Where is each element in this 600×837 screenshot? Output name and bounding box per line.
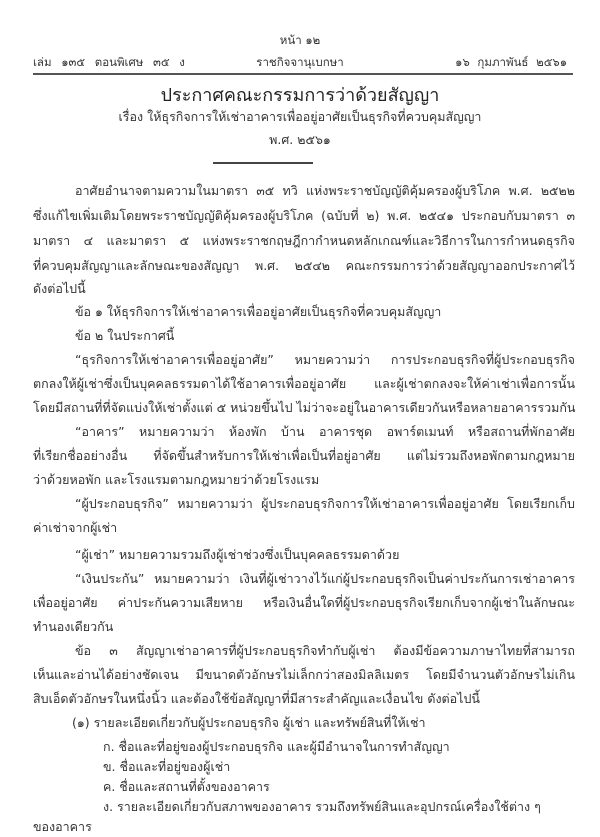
definition-line: “ธุรกิจการให้เช่าอาคารเพื่ออยู่อาศัย” หมายความว่า การประกอบธุรกิจที่ผู้ประกอบธุรกิจ (75, 352, 575, 367)
definition-line: “เงินประกัน” หมายความว่า เงินที่ผู้เช่าวางไว้แก่ผู้ประกอบธุรกิจเป็นค่าประกันการเช่าอาคาร (75, 571, 575, 586)
body-line: ที่ควบคุมสัญญาและลักษณะของสัญญา พ.ศ. ๒๕๔๒ คณะกรรมการว่าด้วยสัญญาออกประกาศไว้ (33, 258, 575, 273)
header-divider (33, 73, 573, 75)
sub-item-ko: ก. ชื่อและที่อยู่ของผู้ประกอบธุรกิจ และผู้มีอำนาจในการทำสัญญา (103, 739, 450, 754)
body-line: โดยมีสถานที่ที่จัดแบ่งให้เช่าตั้งแต่ ๕ หน่วยขึ้นไป ไม่ว่าจะอยู่ในอาคารเดียวกันหรือหลายอาคารรวมกัน (33, 400, 576, 415)
body-line: ซึ่งแก้ไขเพิ่มเติมโดยพระราชบัญญัติคุ้มครองผู้บริโภค (ฉบับที่ ๒) พ.ศ. ๒๕๔๑ ประกอบกับมาตรา ๓ (33, 208, 575, 223)
gazette-name: ราชกิจจานุเบกษา (256, 55, 344, 69)
document-year: พ.ศ. ๒๕๖๑ (269, 132, 331, 147)
document-title: ประกาศคณะกรรมการว่าด้วยสัญญา (160, 85, 440, 106)
clause-3: ข้อ ๓ สัญญาเช่าอาคารที่ผู้ประกอบธุรกิจทำกับผู้เช่า ต้องมีข้อความภาษาไทยที่สามารถ (75, 643, 575, 658)
body-line: ทำนองเดียวกัน (33, 619, 114, 634)
clause-1: ข้อ ๑ ให้ธุรกิจการให้เช่าอาคารเพื่ออยู่อาศัยเป็นธุรกิจที่ควบคุมสัญญา (75, 304, 442, 319)
volume-info: เล่ม ๑๓๕ ตอนพิเศษ ๓๕ ง (33, 55, 185, 69)
sub-item-1: (๑) รายละเอียดเกี่ยวกับผู้ประกอบธุรกิจ ผู้เช่า และทรัพย์สินที่ให้เช่า (72, 715, 426, 730)
document-subject: เรื่อง ให้ธุรกิจการให้เช่าอาคารเพื่ออยู่อาศัยเป็นธุรกิจที่ควบคุมสัญญา (118, 109, 482, 124)
body-line: ที่เรียกชื่ออย่างอื่น ที่จัดขึ้นสำหรับการให้เช่าเพื่อเป็นที่อยู่อาศัย แต่ไม่รวมถึงหอพักตามกฎหมาย (33, 448, 575, 463)
body-line: อาศัยอำนาจตามความในมาตรา ๓๕ ทวิ แห่งพระราชบัญญัติคุ้มครองผู้บริโภค พ.ศ. ๒๕๒๒ (75, 183, 575, 198)
publication-date: ๑๖ กุมภาพันธ์ ๒๕๖๑ (455, 55, 567, 69)
definition-line: “ผู้เช่า” หมายความรวมถึงผู้เช่าช่วงซึ่งเป็นบุคคลธรรมดาด้วย (75, 547, 400, 562)
sub-item-kho-khwai: ค. ชื่อและสถานที่ตั้งของอาคาร (103, 779, 270, 794)
body-line: สิบเอ็ดตัวอักษรในหนึ่งนิ้ว และต้องใช้ข้อสัญญาที่มีสาระสำคัญและเงื่อนไข ดังต่อไปนี้ (33, 691, 480, 706)
body-line: ดังต่อไปนี้ (33, 281, 86, 296)
body-line: มาตรา ๔ และมาตรา ๕ แห่งพระราชกฤษฎีกากำหนดหลักเกณฑ์และวิธีการในการกำหนดธุรกิจ (33, 233, 575, 248)
title-divider (213, 162, 313, 164)
page-number: หน้า ๑๒ (279, 33, 321, 47)
body-line: เห็นและอ่านได้อย่างชัดเจน มีขนาดตัวอักษรไม่เล็กกว่าสองมิลลิเมตร โดยมีจำนวนตัวอักษรไม่เกิน (33, 667, 575, 682)
body-line: ของอาคาร (33, 819, 92, 834)
body-line: เพื่ออยู่อาศัย ค่าประกันความเสียหาย หรือเงินอื่นใดที่ผู้ประกอบธุรกิจเรียกเก็บจากผู้เช่าในลักษณะ (33, 595, 575, 610)
sub-item-ngo: ง. รายละเอียดเกี่ยวกับสภาพของอาคาร รวมถึงทรัพย์สินและอุปกรณ์เครื่องใช้ต่าง ๆ (103, 799, 541, 814)
body-line: ว่าด้วยหอพัก และโรงแรมตามกฎหมายว่าด้วยโรงแรม (33, 472, 320, 487)
definition-line: “อาคาร” หมายความว่า ห้องพัก บ้าน อาคารชุด อพาร์ตเมนท์ หรือสถานที่พักอาศัย (75, 424, 575, 439)
clause-2: ข้อ ๒ ในประกาศนี้ (75, 328, 175, 343)
definition-line: “ผู้ประกอบธุรกิจ” หมายความว่า ผู้ประกอบธุรกิจการให้เช่าอาคารเพื่ออยู่อาศัย โดยเรียกเก็บ (75, 496, 575, 511)
body-line: ตกลงให้ผู้เช่าซึ่งเป็นบุคคลธรรมดาได้ใช้อาคารเพื่ออยู่อาศัย และผู้เช่าตกลงจะให้ค่าเช่าเพื่อการนั้น (33, 376, 575, 391)
body-line: ค่าเช่าจากผู้เช่า (33, 520, 118, 535)
sub-item-kho: ข. ชื่อและที่อยู่ของผู้เช่า (103, 759, 231, 774)
